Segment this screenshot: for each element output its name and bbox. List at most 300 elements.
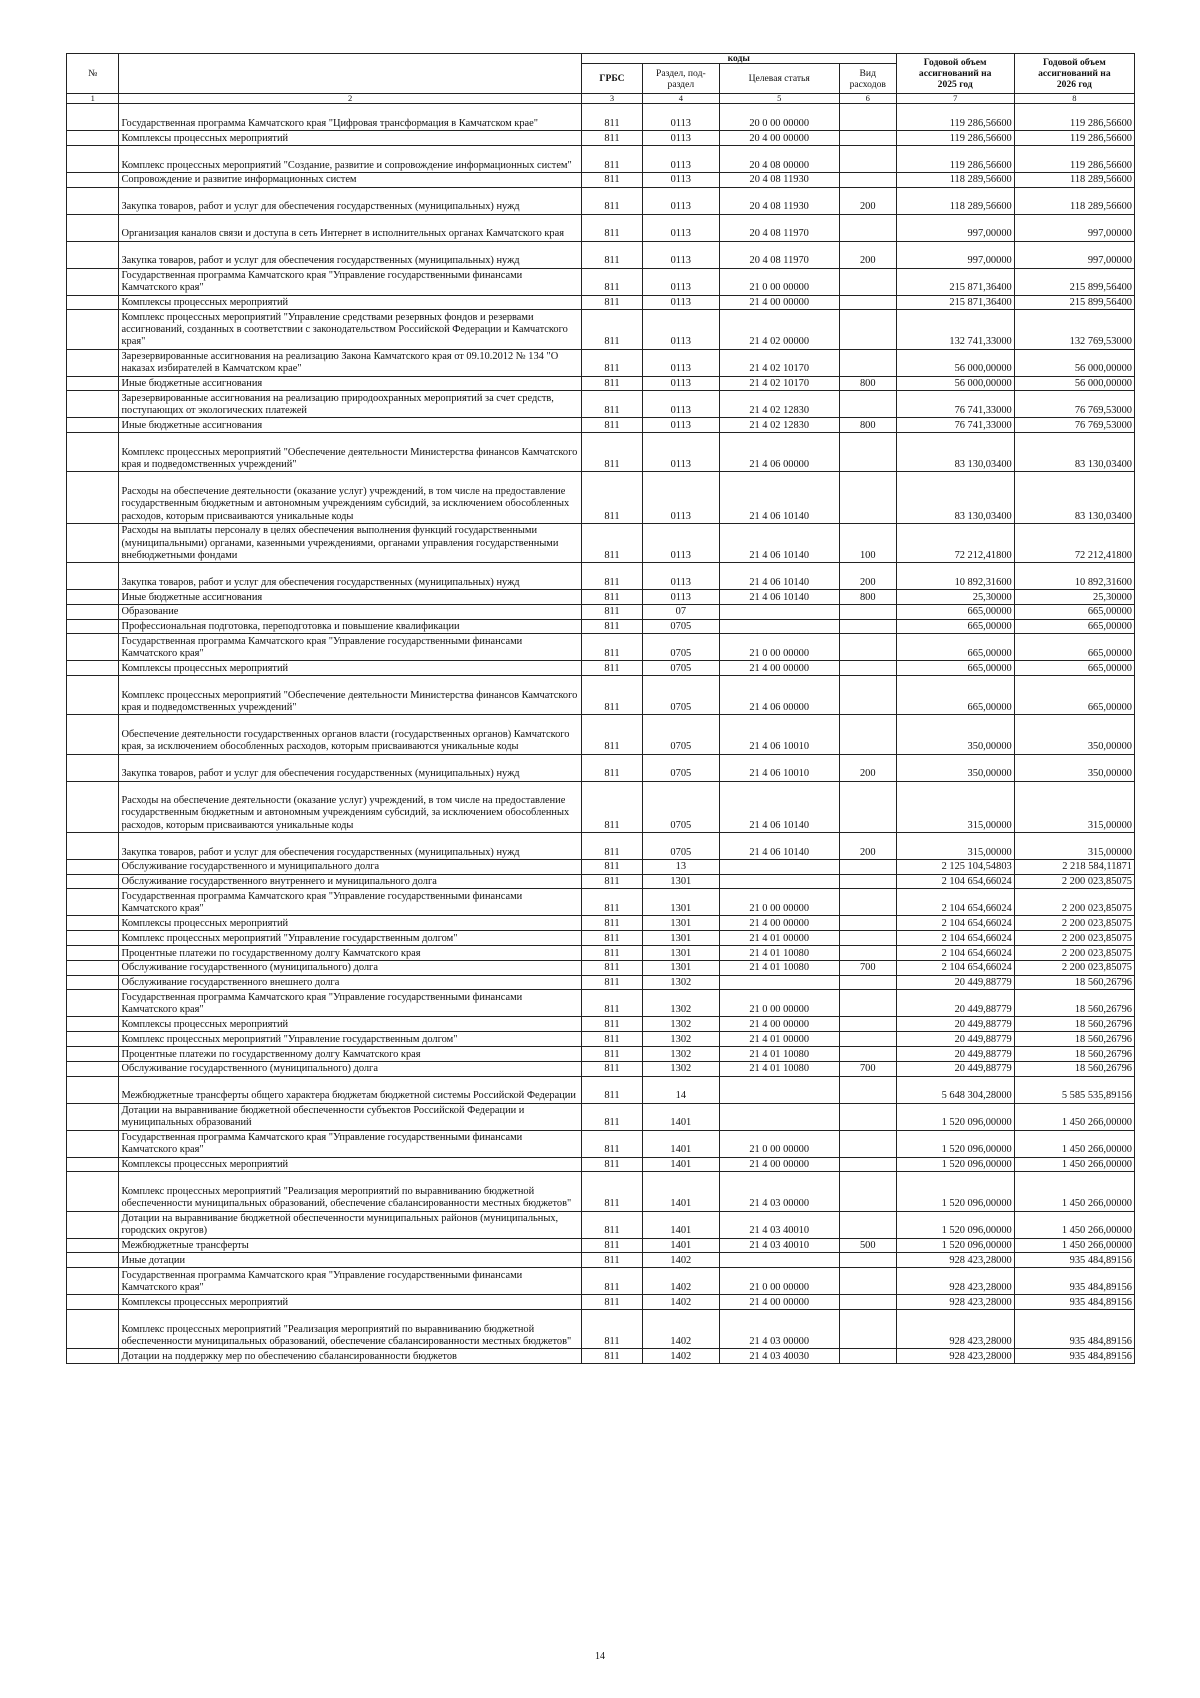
row-expense-type [839,1157,896,1172]
row-amount-2026: 2 200 023,85075 [1014,916,1134,931]
budget-table-sheet [66,53,1135,1364]
row-amount-2025: 2 104 654,66024 [896,946,1014,961]
table-row [67,946,1135,961]
row-grbs: 811 [581,418,642,433]
row-number-cell [67,241,119,268]
row-grbs: 811 [581,433,642,472]
row-grbs: 811 [581,1032,642,1047]
row-target-article: 21 4 00 00000 [719,1295,839,1310]
row-name: Государственная программа Камчатского края "Управление государственными финансами Камчатского края" [119,268,581,295]
row-name: Комплекс процессных мероприятий "Реализация мероприятий по выравниванию бюджетной обеспеченности муниципальных образований, обеспечение сбалансированности местных бюджетов" [119,1172,581,1211]
row-amount-2025: 118 289,56600 [896,172,1014,187]
row-number-cell [67,1017,119,1032]
row-name: Комплексы процессных мероприятий [119,1017,581,1032]
row-name: Зарезервированные ассигнования на реализацию Закона Камчатского края от 09.10.2012 № 134 "О наказах избирателей в Камчатском крае" [119,349,581,376]
row-name: Процентные платежи по государственному долгу Камчатского края [119,1047,581,1062]
row-grbs: 811 [581,589,642,604]
row-target-article: 21 4 02 00000 [719,310,839,349]
row-amount-2025: 10 892,31600 [896,562,1014,589]
row-amount-2026: 76 769,53000 [1014,418,1134,433]
row-number-cell [67,676,119,715]
table-row [67,859,1135,874]
row-amount-2026: 1 450 266,00000 [1014,1238,1134,1253]
row-number-cell [67,889,119,916]
row-amount-2025: 1 520 096,00000 [896,1130,1014,1157]
row-amount-2026: 25,30000 [1014,589,1134,604]
row-grbs: 811 [581,916,642,931]
row-name: Обслуживание государственного внутреннего и муниципального долга [119,874,581,889]
row-grbs: 811 [581,946,642,961]
row-number-cell [67,433,119,472]
row-amount-2025: 665,00000 [896,661,1014,676]
table-row [67,131,1135,146]
row-razdel: 0705 [643,781,720,832]
row-expense-type [839,268,896,295]
table-row [67,1032,1135,1047]
row-number-cell [67,295,119,310]
row-amount-2026: 665,00000 [1014,676,1134,715]
table-row [67,661,1135,676]
row-name: Сопровождение и развитие информационных систем [119,172,581,187]
row-razdel: 1302 [643,975,720,990]
row-razdel: 1302 [643,1017,720,1032]
row-number-cell [67,1157,119,1172]
row-number-cell [67,1349,119,1364]
row-name: Закупка товаров, работ и услуг для обеспечения государственных (муниципальных) нужд [119,754,581,781]
row-name: Иные дотации [119,1253,581,1268]
row-number-cell [67,1076,119,1103]
row-razdel: 0113 [643,562,720,589]
row-name: Организация каналов связи и доступа в сеть Интернет в исполнительных органах Камчатского края [119,214,581,241]
row-target-article: 21 4 01 10080 [719,960,839,975]
row-target-article: 20 4 08 11970 [719,214,839,241]
row-razdel: 0113 [643,376,720,391]
row-target-article: 21 4 03 00000 [719,1172,839,1211]
row-grbs: 811 [581,754,642,781]
header-codes: коды [581,54,896,64]
row-number-cell [67,472,119,523]
row-target-article: 20 4 08 11930 [719,187,839,214]
row-amount-2025: 5 648 304,28000 [896,1076,1014,1103]
row-name: Закупка товаров, работ и услуг для обеспечения государственных (муниципальных) нужд [119,562,581,589]
row-expense-type: 100 [839,523,896,562]
row-number-cell [67,715,119,754]
row-amount-2026: 119 286,56600 [1014,104,1134,131]
table-row [67,754,1135,781]
row-grbs: 811 [581,1103,642,1130]
row-grbs: 811 [581,619,642,634]
row-amount-2026: 315,00000 [1014,781,1134,832]
row-amount-2026: 350,00000 [1014,715,1134,754]
row-expense-type [839,1103,896,1130]
row-name: Дотации на поддержку мер по обеспечению сбалансированности бюджетов [119,1349,581,1364]
row-amount-2026: 18 560,26796 [1014,975,1134,990]
row-number-cell [67,781,119,832]
header-2026: Годовой объем ассигнований на 2026 год [1014,54,1134,94]
row-amount-2026: 118 289,56600 [1014,172,1134,187]
row-name: Межбюджетные трансферты [119,1238,581,1253]
row-name: Комплекс процессных мероприятий "Управление государственным долгом" [119,1032,581,1047]
table-row [67,1017,1135,1032]
row-number-cell [67,1032,119,1047]
row-amount-2026: 5 585 535,89156 [1014,1076,1134,1103]
table-row [67,172,1135,187]
row-amount-2026: 1 450 266,00000 [1014,1130,1134,1157]
row-name: Обеспечение деятельности государственных органов власти (государственных органов) Камчатского края, за исключением обособленных расходов, которым присваиваются уникальные коды [119,715,581,754]
row-expense-type [839,1130,896,1157]
row-name: Комплекс процессных мероприятий "Создание, развитие и сопровождение информационных систем" [119,145,581,172]
column-number: 5 [719,94,839,104]
row-grbs: 811 [581,676,642,715]
column-number: 8 [1014,94,1134,104]
row-amount-2026: 1 450 266,00000 [1014,1157,1134,1172]
row-target-article [719,874,839,889]
header-2025: Годовой объем ассигнований на 2025 год [896,54,1014,94]
table-row [67,268,1135,295]
row-grbs: 811 [581,349,642,376]
row-target-article: 21 4 03 40030 [719,1349,839,1364]
row-amount-2026: 315,00000 [1014,832,1134,859]
column-numbers-row [67,94,1135,104]
row-name: Комплекс процессных мероприятий "Обеспечение деятельности Министерства финансов Камчатского края и подведомственных учреждений" [119,433,581,472]
table-row [67,1253,1135,1268]
row-number-cell [67,604,119,619]
row-number-cell [67,1295,119,1310]
row-expense-type: 800 [839,589,896,604]
row-razdel: 0113 [643,104,720,131]
table-row [67,104,1135,131]
row-expense-type [839,1017,896,1032]
row-name: Закупка товаров, работ и услуг для обеспечения государственных (муниципальных) нужд [119,832,581,859]
row-razdel: 1401 [643,1157,720,1172]
table-row [67,523,1135,562]
row-amount-2025: 997,00000 [896,214,1014,241]
row-name: Обслуживание государственного (муниципального) долга [119,960,581,975]
row-amount-2026: 56 000,00000 [1014,376,1134,391]
row-razdel: 0705 [643,832,720,859]
row-name: Государственная программа Камчатского края "Управление государственными финансами Камчатского края" [119,889,581,916]
row-name: Комплекс процессных мероприятий "Управление средствами резервных фондов и резервами ассигнований, созданных в соответствии с законодательством Российской Федерации и Камчатского края" [119,310,581,349]
row-name: Обслуживание государственного (муниципального) долга [119,1061,581,1076]
row-amount-2025: 928 423,28000 [896,1349,1014,1364]
row-amount-2026: 1 450 266,00000 [1014,1172,1134,1211]
row-amount-2026: 76 769,53000 [1014,391,1134,418]
table-row [67,418,1135,433]
row-expense-type [839,1076,896,1103]
row-amount-2025: 76 741,33000 [896,418,1014,433]
row-expense-type [839,661,896,676]
row-amount-2025: 2 104 654,66024 [896,960,1014,975]
table-row [67,589,1135,604]
row-target-article: 21 0 00 00000 [719,634,839,661]
row-amount-2025: 2 104 654,66024 [896,889,1014,916]
row-number-cell [67,268,119,295]
row-target-article: 21 4 00 00000 [719,661,839,676]
row-target-article: 21 4 06 10140 [719,472,839,523]
row-razdel: 0113 [643,145,720,172]
row-grbs: 811 [581,1130,642,1157]
row-expense-type: 700 [839,1061,896,1076]
row-razdel: 0113 [643,172,720,187]
row-amount-2025: 2 104 654,66024 [896,931,1014,946]
row-expense-type [839,391,896,418]
row-number-cell [67,661,119,676]
row-target-article: 21 4 02 10170 [719,349,839,376]
row-expense-type [839,975,896,990]
row-amount-2026: 18 560,26796 [1014,1047,1134,1062]
row-razdel: 1301 [643,889,720,916]
row-amount-2026: 2 200 023,85075 [1014,889,1134,916]
row-expense-type [839,1310,896,1349]
row-grbs: 811 [581,376,642,391]
row-number-cell [67,310,119,349]
row-target-article [719,1253,839,1268]
row-number-cell [67,975,119,990]
row-number-cell [67,523,119,562]
table-row [67,1349,1135,1364]
row-razdel: 1401 [643,1130,720,1157]
row-name: Обслуживание государственного внешнего долга [119,975,581,990]
row-number-cell [67,916,119,931]
table-row [67,1061,1135,1076]
row-name: Зарезервированные ассигнования на реализацию природоохранных мероприятий за счет средств, поступающих от экологических платежей [119,391,581,418]
row-target-article: 21 4 06 10140 [719,562,839,589]
row-amount-2026: 997,00000 [1014,214,1134,241]
row-amount-2025: 1 520 096,00000 [896,1172,1014,1211]
row-razdel: 0705 [643,715,720,754]
row-amount-2026: 935 484,89156 [1014,1349,1134,1364]
row-expense-type: 700 [839,960,896,975]
row-target-article: 21 4 00 00000 [719,295,839,310]
table-row [67,145,1135,172]
table-row [67,1310,1135,1349]
row-amount-2025: 20 449,88779 [896,1017,1014,1032]
row-amount-2026: 83 130,03400 [1014,472,1134,523]
row-name: Процентные платежи по государственному долгу Камчатского края [119,946,581,961]
row-name: Комплексы процессных мероприятий [119,1157,581,1172]
row-name: Закупка товаров, работ и услуг для обеспечения государственных (муниципальных) нужд [119,187,581,214]
row-expense-type [839,433,896,472]
row-name: Комплекс процессных мероприятий "Реализация мероприятий по выравниванию бюджетной обеспеченности муниципальных образований, обеспечение сбалансированности местных бюджетов" [119,1310,581,1349]
row-name: Комплекс процессных мероприятий "Управление государственным долгом" [119,931,581,946]
row-razdel: 0113 [643,418,720,433]
row-expense-type [839,1349,896,1364]
row-amount-2026: 2 218 584,11871 [1014,859,1134,874]
table-row [67,562,1135,589]
row-razdel: 1402 [643,1349,720,1364]
row-amount-2025: 20 449,88779 [896,990,1014,1017]
row-amount-2026: 935 484,89156 [1014,1295,1134,1310]
row-number-cell [67,1061,119,1076]
row-name: Расходы на обеспечение деятельности (оказание услуг) учреждений, в том числе на предоставление государственным бюджетным и автономным учреждениям субсидий, за исключением обособленных расходов, которым присваиваются уникальные коды [119,781,581,832]
row-target-article: 21 4 03 00000 [719,1310,839,1349]
row-name: Комплекс процессных мероприятий "Обеспечение деятельности Министерства финансов Камчатского края и подведомственных учреждений" [119,676,581,715]
table-row [67,1157,1135,1172]
row-amount-2025: 928 423,28000 [896,1295,1014,1310]
row-number-cell [67,874,119,889]
row-target-article [719,859,839,874]
row-grbs: 811 [581,1017,642,1032]
row-amount-2025: 119 286,56600 [896,131,1014,146]
row-amount-2025: 56 000,00000 [896,349,1014,376]
table-row [67,619,1135,634]
row-name: Расходы на обеспечение деятельности (оказание услуг) учреждений, в том числе на предоставление государственным бюджетным и автономным учреждениям субсидий, за исключением обособленных расходов, которым присваиваются уникальные коды [119,472,581,523]
row-amount-2025: 1 520 096,00000 [896,1238,1014,1253]
row-grbs: 811 [581,172,642,187]
table-row [67,1076,1135,1103]
row-amount-2025: 2 104 654,66024 [896,874,1014,889]
row-amount-2026: 665,00000 [1014,604,1134,619]
row-grbs: 811 [581,1157,642,1172]
row-name: Государственная программа Камчатского края "Управление государственными финансами Камчатского края" [119,634,581,661]
row-expense-type [839,349,896,376]
row-number-cell [67,754,119,781]
row-amount-2025: 119 286,56600 [896,104,1014,131]
row-amount-2026: 935 484,89156 [1014,1310,1134,1349]
row-target-article [719,619,839,634]
table-row [67,214,1135,241]
row-grbs: 811 [581,960,642,975]
column-number: 3 [581,94,642,104]
row-target-article: 21 0 00 00000 [719,268,839,295]
row-amount-2026: 1 450 266,00000 [1014,1103,1134,1130]
row-razdel: 1301 [643,946,720,961]
row-razdel: 1401 [643,1103,720,1130]
column-number: 6 [839,94,896,104]
row-grbs: 811 [581,241,642,268]
row-number-cell [67,172,119,187]
row-amount-2026: 665,00000 [1014,619,1134,634]
row-amount-2026: 132 769,53000 [1014,310,1134,349]
row-expense-type [839,874,896,889]
row-grbs: 811 [581,1253,642,1268]
row-razdel: 1301 [643,931,720,946]
row-grbs: 811 [581,859,642,874]
table-row [67,376,1135,391]
row-razdel: 0113 [643,589,720,604]
row-name: Иные бюджетные ассигнования [119,418,581,433]
row-amount-2025: 665,00000 [896,676,1014,715]
row-target-article: 21 4 06 10140 [719,523,839,562]
table-row [67,1130,1135,1157]
row-amount-2025: 928 423,28000 [896,1268,1014,1295]
row-expense-type [839,990,896,1017]
table-row [67,391,1135,418]
row-expense-type: 200 [839,832,896,859]
row-target-article [719,1103,839,1130]
table-row [67,472,1135,523]
row-grbs: 811 [581,187,642,214]
row-grbs: 811 [581,1349,642,1364]
row-amount-2025: 20 449,88779 [896,1047,1014,1062]
row-amount-2025: 1 520 096,00000 [896,1211,1014,1238]
row-number-cell [67,562,119,589]
row-expense-type [839,214,896,241]
row-number-cell [67,349,119,376]
row-target-article: 21 4 03 40010 [719,1238,839,1253]
page-number: 14 [595,1651,605,1662]
row-expense-type [839,946,896,961]
row-target-article: 21 4 06 10010 [719,715,839,754]
row-expense-type [839,1032,896,1047]
row-amount-2025: 132 741,33000 [896,310,1014,349]
row-target-article: 21 4 01 00000 [719,931,839,946]
row-grbs: 811 [581,661,642,676]
row-expense-type [839,1253,896,1268]
row-amount-2025: 83 130,03400 [896,472,1014,523]
table-row [67,187,1135,214]
row-amount-2025: 20 449,88779 [896,1061,1014,1076]
row-target-article: 20 4 08 00000 [719,145,839,172]
row-grbs: 811 [581,1268,642,1295]
row-razdel: 07 [643,604,720,619]
row-razdel: 1301 [643,960,720,975]
row-amount-2025: 665,00000 [896,634,1014,661]
row-razdel: 1301 [643,874,720,889]
table-row [67,781,1135,832]
row-amount-2026: 119 286,56600 [1014,131,1134,146]
row-razdel: 1401 [643,1172,720,1211]
header-number: № [67,54,119,94]
table-row [67,715,1135,754]
row-razdel: 0113 [643,241,720,268]
row-amount-2025: 665,00000 [896,619,1014,634]
row-expense-type [839,931,896,946]
row-grbs: 811 [581,104,642,131]
row-target-article: 21 0 00 00000 [719,990,839,1017]
row-razdel: 1302 [643,990,720,1017]
row-number-cell [67,960,119,975]
row-amount-2025: 215 871,36400 [896,295,1014,310]
row-grbs: 811 [581,1047,642,1062]
row-amount-2025: 25,30000 [896,589,1014,604]
row-amount-2026: 997,00000 [1014,241,1134,268]
row-amount-2025: 83 130,03400 [896,433,1014,472]
row-number-cell [67,859,119,874]
row-target-article: 21 0 00 00000 [719,1268,839,1295]
row-expense-type: 200 [839,187,896,214]
row-grbs: 811 [581,832,642,859]
table-header [67,54,1135,104]
row-name: Комплексы процессных мероприятий [119,916,581,931]
header-grbs: ГРБС [581,64,642,94]
row-grbs: 811 [581,1211,642,1238]
row-grbs: 811 [581,931,642,946]
row-razdel: 0705 [643,619,720,634]
row-number-cell [67,1253,119,1268]
table-row [67,349,1135,376]
row-amount-2025: 350,00000 [896,715,1014,754]
row-expense-type [839,310,896,349]
row-razdel: 0705 [643,754,720,781]
table-row [67,433,1135,472]
row-amount-2025: 2 104 654,66024 [896,916,1014,931]
row-amount-2025: 997,00000 [896,241,1014,268]
row-amount-2026: 72 212,41800 [1014,523,1134,562]
row-amount-2026: 10 892,31600 [1014,562,1134,589]
row-expense-type [839,145,896,172]
row-amount-2025: 119 286,56600 [896,145,1014,172]
row-grbs: 811 [581,1076,642,1103]
row-amount-2026: 119 286,56600 [1014,145,1134,172]
row-grbs: 811 [581,310,642,349]
row-amount-2025: 2 125 104,54803 [896,859,1014,874]
row-target-article: 21 4 06 00000 [719,433,839,472]
row-name: Иные бюджетные ассигнования [119,376,581,391]
row-razdel: 1302 [643,1047,720,1062]
row-target-article: 21 4 00 00000 [719,1157,839,1172]
row-razdel: 0113 [643,433,720,472]
